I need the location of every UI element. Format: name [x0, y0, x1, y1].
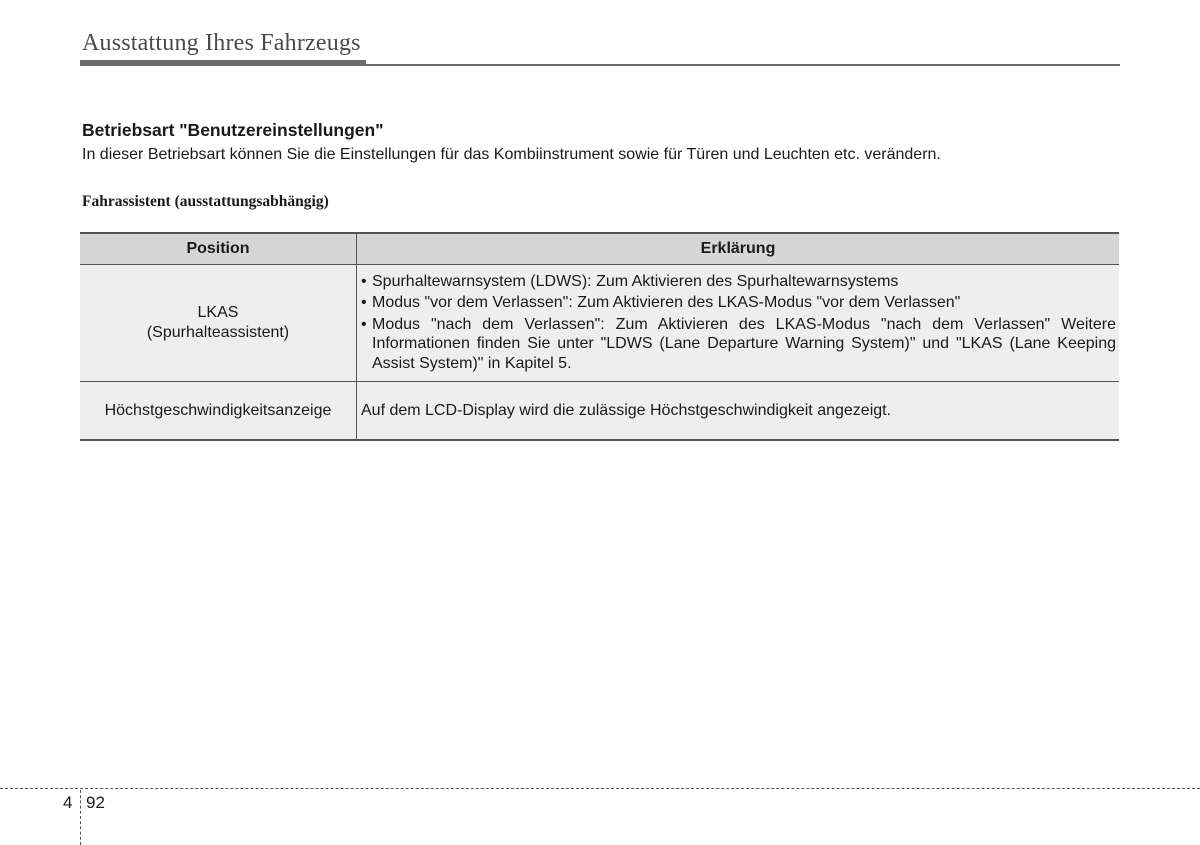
list-item [361, 272, 1116, 292]
settings-table [80, 232, 1119, 441]
explanation-cell [357, 265, 1120, 382]
chapter-title: Ausstattung Ihres Fahrzeugs [82, 30, 361, 56]
list-item-text: Modus "vor dem Verlassen": Zum Aktivieren des LKAS-Modus "vor dem Verlassen" [372, 294, 961, 312]
column-header-position: Position [80, 233, 357, 265]
table-row [80, 265, 1119, 382]
page-number: 92 [86, 793, 105, 812]
list-item [361, 293, 1116, 313]
list-item [361, 315, 1116, 374]
position-description: (Spurhalteassistent) [146, 324, 290, 341]
position-name: LKAS [197, 304, 239, 321]
explanation-cell [357, 382, 1120, 441]
explanation-list [357, 269, 1119, 378]
chapter-number: 4 [63, 793, 73, 812]
footer-divider [80, 790, 81, 845]
header-rule [80, 64, 1120, 66]
explanation-text: Auf dem LCD-Display wird die zulässige Höchstgeschwindigkeit angezeigt. [361, 401, 892, 419]
section-intro: In dieser Betriebsart können Sie die Einstellungen für das Kombiinstrument sowie für Türen und Leuchten etc. verändern. [82, 146, 941, 163]
footer-rule [0, 788, 1200, 789]
list-item-text: Spurhaltewarnsystem (LDWS): Zum Aktivieren des Spurhaltewarnsystems [372, 272, 899, 290]
list-item-text: Modus "nach dem Verlassen": Zum Aktivieren des LKAS-Modus "nach dem Verlassen" Weitere Informationen finden Sie unter "LDWS (Lane Departure Warning System)" und "LKAS (Lane Keeping Assist System)" in Kapitel 5. [372, 315, 1116, 372]
position-cell [80, 265, 357, 382]
bullet-icon: • [361, 272, 367, 290]
position-cell: Höchstgeschwindigkeitsanzeige [80, 382, 357, 441]
column-header-explanation: Erklärung [357, 233, 1120, 265]
table-header-row [80, 233, 1119, 265]
table-row [80, 382, 1119, 441]
section-heading: Betriebsart "Benutzereinstellungen" [82, 120, 384, 140]
bullet-icon: • [361, 315, 367, 333]
table-caption: Fahrassistent (ausstattungsabhängig) [82, 193, 329, 210]
bullet-icon: • [361, 294, 367, 312]
